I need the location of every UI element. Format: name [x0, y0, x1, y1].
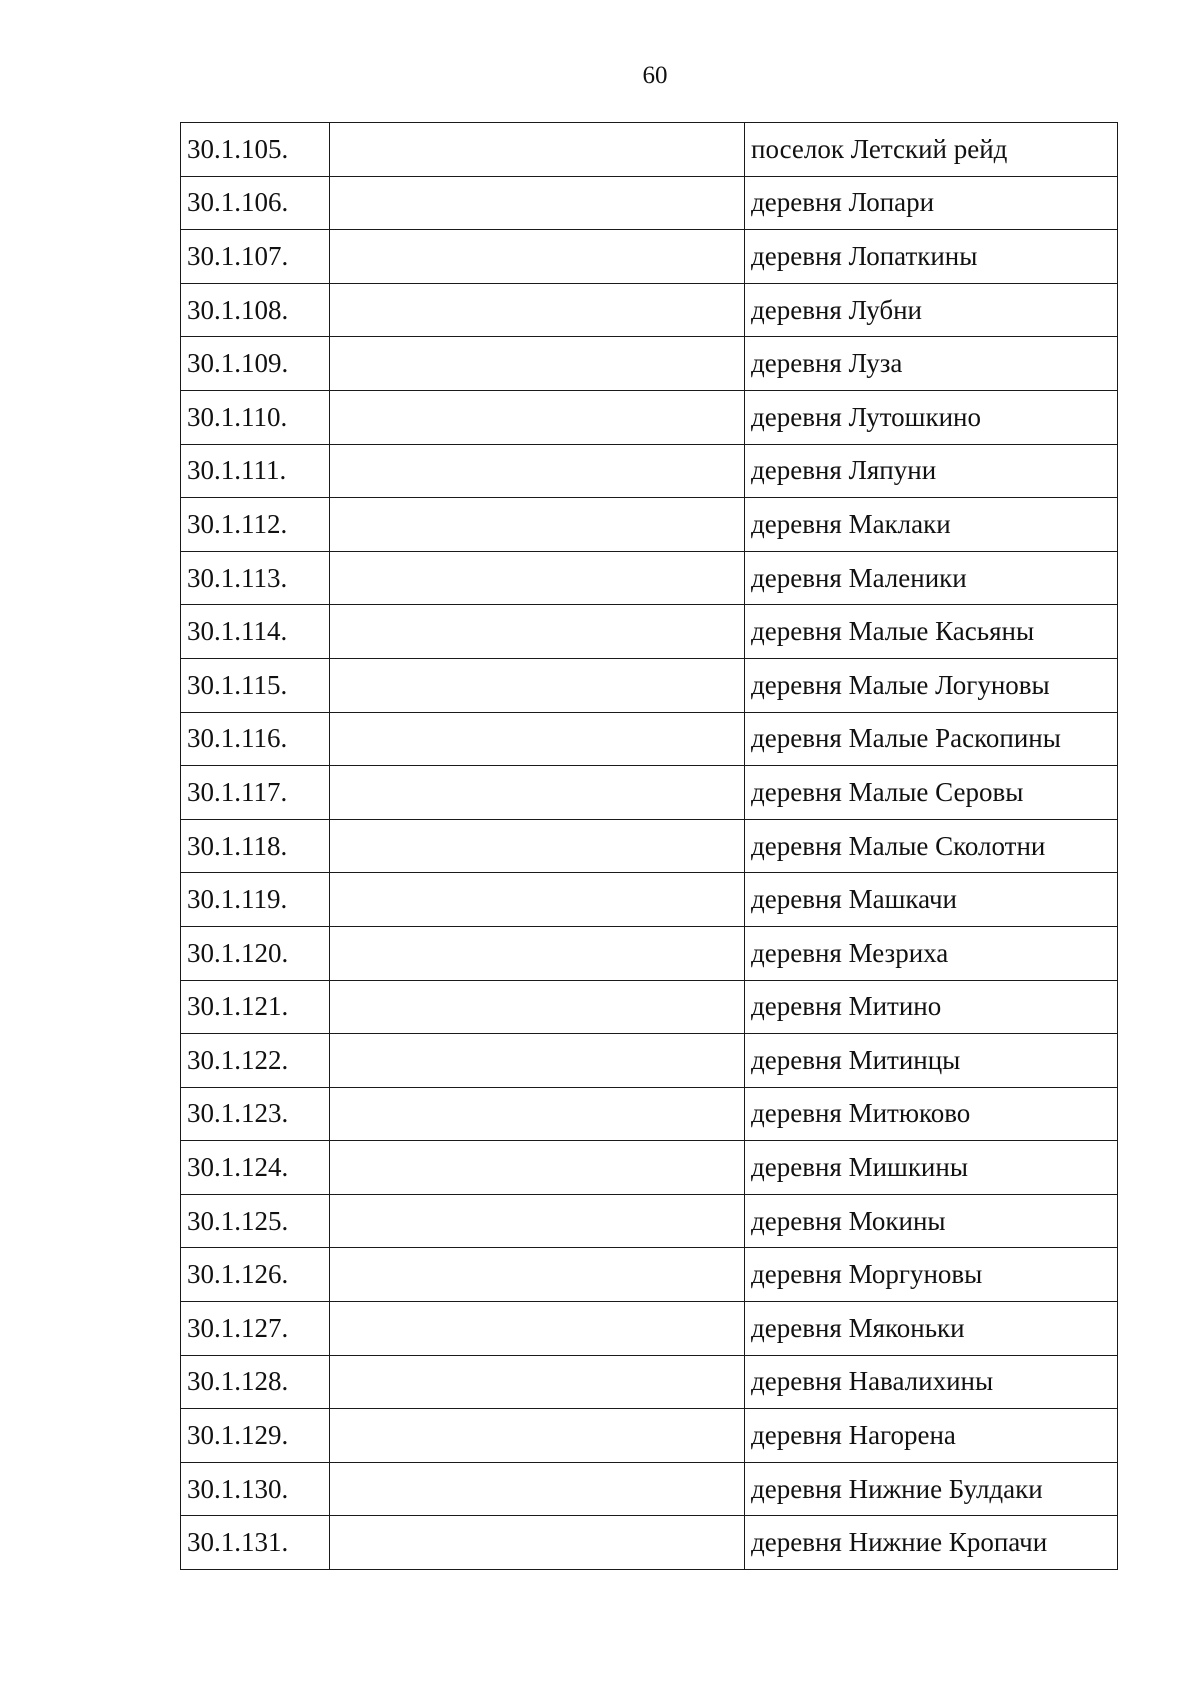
row-number-cell: 30.1.127. [181, 1302, 330, 1356]
empty-cell [330, 230, 745, 284]
table-row [181, 1194, 1118, 1248]
settlement-name-cell: деревня Луза [745, 337, 1118, 391]
table-row [181, 1302, 1118, 1356]
empty-cell [330, 123, 745, 177]
settlement-name-cell: деревня Митюково [745, 1087, 1118, 1141]
empty-cell [330, 1516, 745, 1570]
table-row [181, 230, 1118, 284]
table-row [181, 390, 1118, 444]
empty-cell [330, 1034, 745, 1088]
table-row [181, 712, 1118, 766]
table-row [181, 283, 1118, 337]
empty-cell [330, 551, 745, 605]
settlement-name-cell: деревня Машкачи [745, 873, 1118, 927]
settlement-name-cell: деревня Малые Касьяны [745, 605, 1118, 659]
empty-cell [330, 658, 745, 712]
row-number-cell: 30.1.117. [181, 766, 330, 820]
row-number-cell: 30.1.119. [181, 873, 330, 927]
settlements-table [180, 122, 1118, 1570]
settlement-name-cell: деревня Малые Сколотни [745, 819, 1118, 873]
settlement-name-cell: деревня Лутошкино [745, 390, 1118, 444]
row-number-cell: 30.1.129. [181, 1409, 330, 1463]
empty-cell [330, 980, 745, 1034]
table-row [181, 1034, 1118, 1088]
row-number-cell: 30.1.109. [181, 337, 330, 391]
settlement-name-cell: деревня Навалихины [745, 1355, 1118, 1409]
empty-cell [330, 1248, 745, 1302]
row-number-cell: 30.1.108. [181, 283, 330, 337]
empty-cell [330, 390, 745, 444]
settlement-name-cell: деревня Малые Раскопины [745, 712, 1118, 766]
table-row [181, 605, 1118, 659]
empty-cell [330, 498, 745, 552]
empty-cell [330, 926, 745, 980]
row-number-cell: 30.1.111. [181, 444, 330, 498]
table-row [181, 1087, 1118, 1141]
row-number-cell: 30.1.130. [181, 1462, 330, 1516]
empty-cell [330, 444, 745, 498]
settlement-name-cell: деревня Мезриха [745, 926, 1118, 980]
empty-cell [330, 1194, 745, 1248]
table-row [181, 819, 1118, 873]
empty-cell [330, 1087, 745, 1141]
row-number-cell: 30.1.131. [181, 1516, 330, 1570]
table-row [181, 1141, 1118, 1195]
empty-cell [330, 1409, 745, 1463]
table-row [181, 444, 1118, 498]
row-number-cell: 30.1.115. [181, 658, 330, 712]
table-row [181, 926, 1118, 980]
empty-cell [330, 1302, 745, 1356]
empty-cell [330, 712, 745, 766]
empty-cell [330, 1462, 745, 1516]
table-row [181, 1355, 1118, 1409]
settlement-name-cell: деревня Мяконьки [745, 1302, 1118, 1356]
table-row [181, 658, 1118, 712]
row-number-cell: 30.1.105. [181, 123, 330, 177]
settlement-name-cell: поселок Летский рейд [745, 123, 1118, 177]
row-number-cell: 30.1.122. [181, 1034, 330, 1088]
settlements-table-body [181, 123, 1118, 1570]
empty-cell [330, 1141, 745, 1195]
table-row [181, 873, 1118, 927]
table-row [181, 176, 1118, 230]
row-number-cell: 30.1.126. [181, 1248, 330, 1302]
row-number-cell: 30.1.106. [181, 176, 330, 230]
row-number-cell: 30.1.120. [181, 926, 330, 980]
row-number-cell: 30.1.123. [181, 1087, 330, 1141]
settlement-name-cell: деревня Лопари [745, 176, 1118, 230]
table-row [181, 498, 1118, 552]
settlement-name-cell: деревня Митинцы [745, 1034, 1118, 1088]
table-row [181, 123, 1118, 177]
settlement-name-cell: деревня Мокины [745, 1194, 1118, 1248]
settlement-name-cell: деревня Ляпуни [745, 444, 1118, 498]
row-number-cell: 30.1.112. [181, 498, 330, 552]
page-number: 60 [642, 62, 668, 89]
settlement-name-cell: деревня Нижние Кропачи [745, 1516, 1118, 1570]
settlement-name-cell: деревня Нагорена [745, 1409, 1118, 1463]
table-row [181, 766, 1118, 820]
settlement-name-cell: деревня Нижние Булдаки [745, 1462, 1118, 1516]
empty-cell [330, 1355, 745, 1409]
table-row [181, 1462, 1118, 1516]
settlement-name-cell: деревня Маклаки [745, 498, 1118, 552]
row-number-cell: 30.1.118. [181, 819, 330, 873]
empty-cell [330, 605, 745, 659]
row-number-cell: 30.1.116. [181, 712, 330, 766]
settlement-name-cell: деревня Митино [745, 980, 1118, 1034]
table-row [181, 980, 1118, 1034]
settlement-name-cell: деревня Моргуновы [745, 1248, 1118, 1302]
empty-cell [330, 766, 745, 820]
table-row [181, 1248, 1118, 1302]
table-row [181, 337, 1118, 391]
settlement-name-cell: деревня Малые Серовы [745, 766, 1118, 820]
empty-cell [330, 176, 745, 230]
row-number-cell: 30.1.128. [181, 1355, 330, 1409]
row-number-cell: 30.1.121. [181, 980, 330, 1034]
settlement-name-cell: деревня Лопаткины [745, 230, 1118, 284]
table-row [181, 1516, 1118, 1570]
settlement-name-cell: деревня Лубни [745, 283, 1118, 337]
empty-cell [330, 283, 745, 337]
row-number-cell: 30.1.107. [181, 230, 330, 284]
row-number-cell: 30.1.110. [181, 390, 330, 444]
table-row [181, 551, 1118, 605]
settlement-name-cell: деревня Мишкины [745, 1141, 1118, 1195]
empty-cell [330, 337, 745, 391]
empty-cell [330, 873, 745, 927]
empty-cell [330, 819, 745, 873]
row-number-cell: 30.1.124. [181, 1141, 330, 1195]
settlement-name-cell: деревня Маленики [745, 551, 1118, 605]
table-row [181, 1409, 1118, 1463]
row-number-cell: 30.1.114. [181, 605, 330, 659]
row-number-cell: 30.1.125. [181, 1194, 330, 1248]
settlement-name-cell: деревня Малые Логуновы [745, 658, 1118, 712]
row-number-cell: 30.1.113. [181, 551, 330, 605]
